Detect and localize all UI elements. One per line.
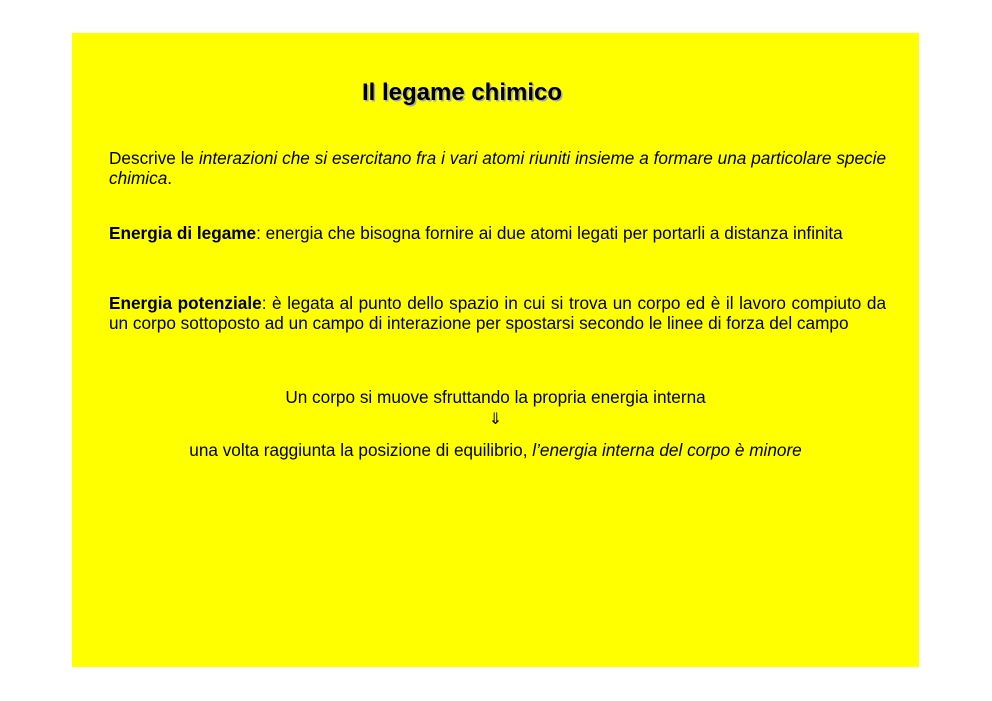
slide [72,33,919,667]
conclusion-line-2-text: una volta raggiunta la posizione di equilibrio, [189,440,533,460]
binding-energy-definition: : energia che bisogna fornire ai due atomi legati per portarli a distanza infinita [256,223,843,243]
description-italic: interazioni che si esercitano fra i vari atomi riuniti insieme a formare una particolare specie chimica [109,148,886,188]
conclusion-line-2-italic: l’energia interna del corpo è minore [532,440,802,460]
down-arrow-icon: ⇓ [488,411,503,428]
paragraph-binding-energy [109,223,886,243]
slide-title: Il legame chimico [361,79,563,106]
description-lead: Descrive le [109,148,199,168]
description-end: . [167,168,173,188]
paragraph-description [109,148,886,188]
conclusion-line-1: Un corpo si muove sfruttando la propria energia interna [285,387,706,407]
conclusion-line-2 [72,440,919,460]
potential-energy-definition: : è legata al punto dello spazio in cui si trova un corpo ed è il lavoro compiuto da un corpo sottoposto ad un campo di interazione per spostarsi secondo le linee di forza del campo [109,293,886,333]
potential-energy-term: Energia potenziale [109,293,262,313]
paragraph-potential-energy [109,293,886,333]
binding-energy-term: Energia di legame [109,223,257,243]
